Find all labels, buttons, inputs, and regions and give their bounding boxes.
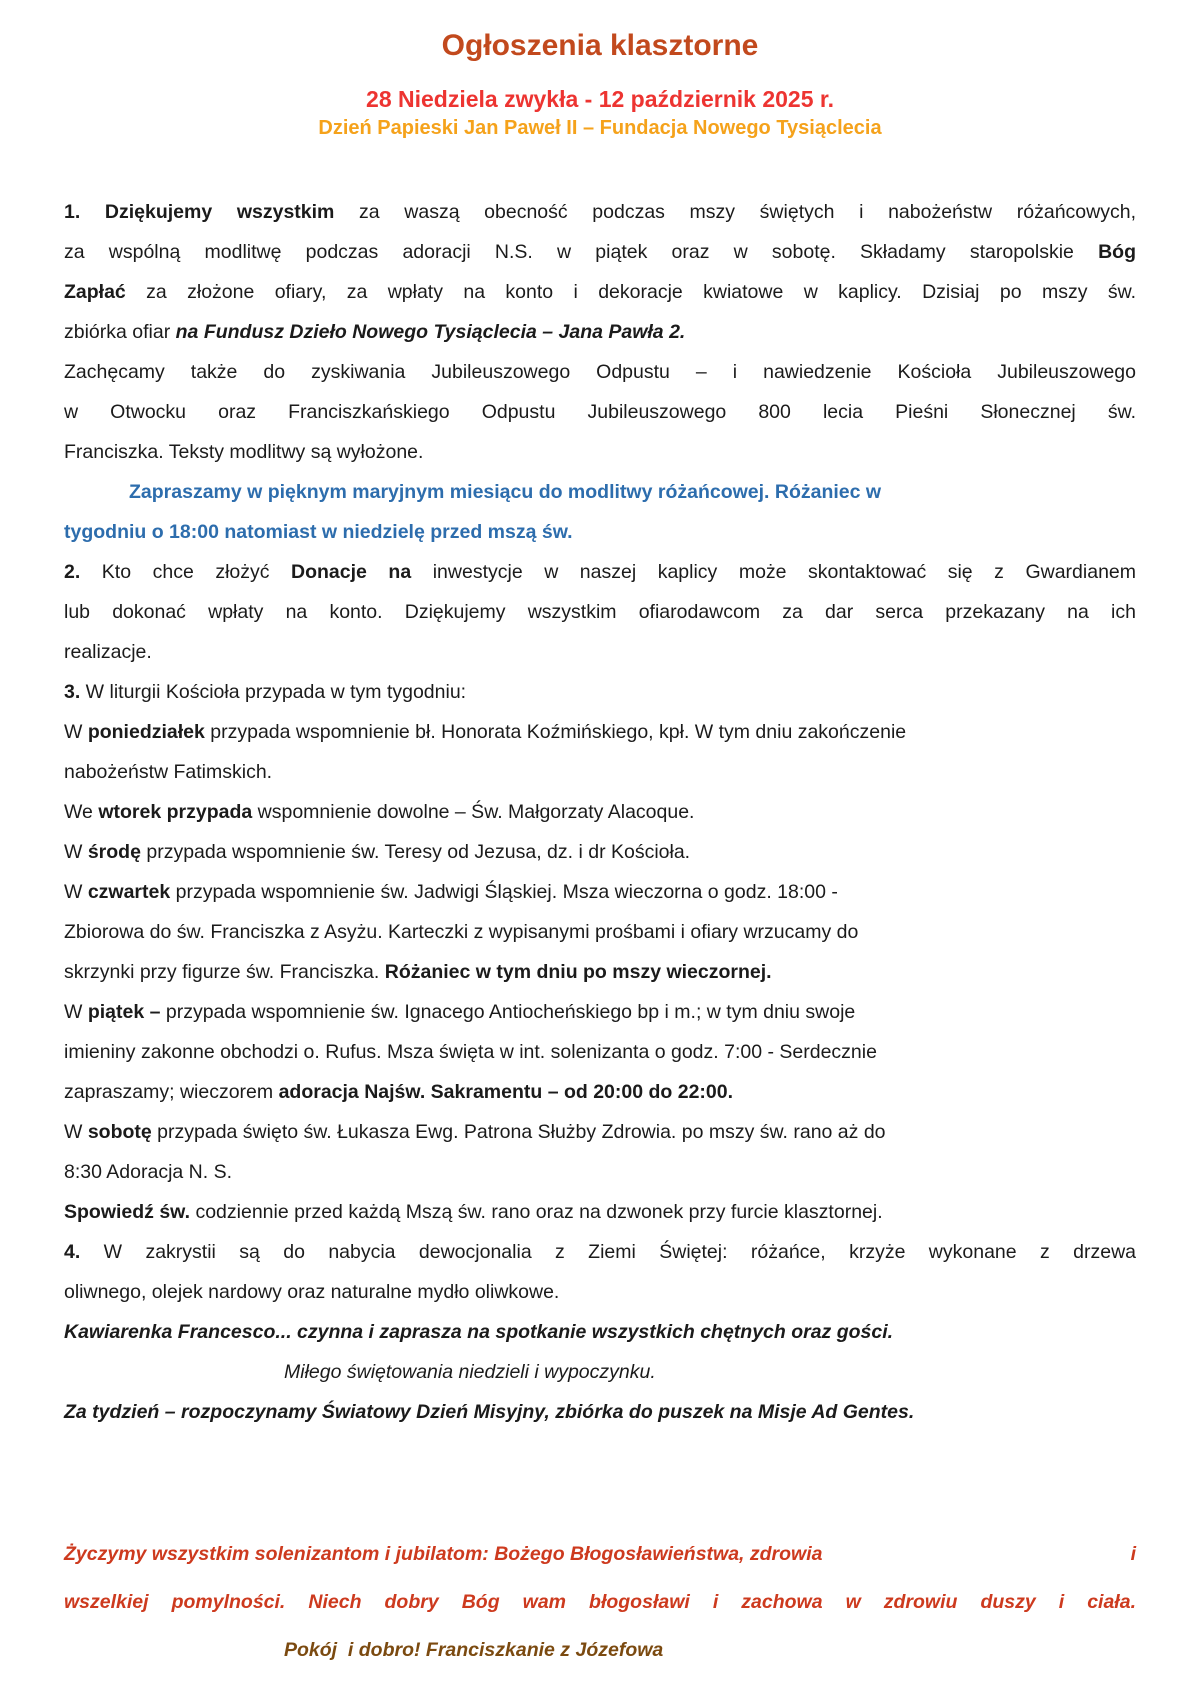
document-body [64, 192, 1136, 1674]
text-run: Zapraszamy w pięknym maryjnym miesiącu do modlitwy różańcowej. Różaniec w [129, 481, 882, 503]
doc-line-22 [64, 1032, 1136, 1072]
doc-line-2 [64, 232, 1136, 272]
text-run: realizacje. [64, 641, 152, 663]
text-run: i [1130, 1543, 1136, 1565]
doc-line-27 [64, 1232, 1136, 1272]
text-run: 1. Dziękujemy wszystkim [64, 201, 360, 223]
doc-line-24 [64, 1112, 1136, 1152]
doc-line-14 [64, 712, 1136, 752]
text-run: wtorek przypada [98, 801, 253, 823]
document-header [64, 28, 1136, 140]
text-run: czwartek [87, 881, 171, 903]
text-run: Kto chce złożyć [80, 561, 292, 583]
text-run: środę [87, 841, 141, 863]
text-run: Miłego świętowania niedzieli i wypoczynku. [284, 1361, 656, 1383]
text-run: 4. [64, 1241, 81, 1263]
text-run: przypada wspomnienie św. Jadwigi Śląskiej. Msza wieczorna o godz. 18:00 - [170, 881, 838, 903]
text-run: inwestycje w naszej kaplicy może skontaktować się z Gwardianem [411, 561, 1137, 583]
text-run: Franciszka. Teksty modlitwy są wyłożone. [64, 441, 424, 463]
doc-line-13 [64, 672, 1136, 712]
text-run: imieniny zakonne obchodzi o. Rufus. Msza święta w int. solenizanta o godz. 7:00 - Serdecznie [64, 1041, 877, 1063]
text-run: We [64, 801, 99, 823]
text-run: przypada wspomnienie św. Teresy od Jezusa, dz. i dr Kościoła. [140, 841, 691, 863]
doc-line-18 [64, 872, 1136, 912]
text-run: na Fundusz Dzieło Nowego Tysiąclecia – Jana Pawła 2. [175, 321, 686, 343]
text-run: przypada wspomnienie bł. Honorata Koźmińskiego, kpł. W tym dniu zakończenie [204, 721, 907, 743]
doc-line-15 [64, 752, 1136, 792]
sunday-date-line: 28 Niedziela zwykła - 12 październik 2025 r. [366, 86, 834, 112]
text-run: skrzynki przy figurze św. Franciszka. [64, 961, 385, 983]
doc-line-12 [64, 632, 1136, 672]
text-run: Spowiedź św. [64, 1201, 191, 1223]
text-run: piątek – [87, 1001, 166, 1023]
wishes-line-2 [64, 1578, 1136, 1626]
doc-line-17 [64, 832, 1136, 872]
doc-line-23 [64, 1072, 1136, 1112]
sunday-greeting-line [64, 1352, 1136, 1392]
text-run: Donacje na [291, 561, 412, 583]
text-run: Pokój i dobro! Franciszkanie z Józefowa [284, 1639, 664, 1661]
text-run: sobotę [87, 1121, 152, 1143]
doc-line-19 [64, 912, 1136, 952]
text-run: 3. [64, 681, 81, 703]
text-run: przypada święto św. Łukasza Ewg. Patrona Służby Zdrowia. po mszy św. rano aż do [151, 1121, 886, 1143]
mission-sunday-line [64, 1392, 1136, 1432]
text-run: W liturgii Kościoła przypada w tym tygodniu: [80, 681, 467, 703]
text-run: W [64, 1001, 88, 1023]
text-run: lub dokonać wpłaty na konto. Dziękujemy wszystkim ofiarodawcom za dar serca przekazany na ich [64, 601, 1136, 623]
text-run: zbiórka ofiar [64, 321, 176, 343]
text-run: wspomnienie dowolne – Św. Małgorzaty Alacoque. [252, 801, 695, 823]
text-run: Zbiorowa do św. Franciszka z Asyżu. Karteczki z wypisanymi prośbami i ofiary wrzucamy do [64, 921, 859, 943]
page-title: Ogłoszenia klasztorne [441, 29, 759, 62]
doc-line-10 [64, 552, 1136, 592]
rosary-invite-line-2 [64, 512, 1136, 552]
text-run: 8:30 Adoracja N. S. [64, 1161, 233, 1183]
cafe-line [64, 1312, 1136, 1352]
text-run: nabożeństw Fatimskich. [64, 761, 273, 783]
text-run: Zapłać [64, 281, 147, 303]
text-run: zapraszamy; wieczorem [64, 1081, 279, 1103]
text-run: przypada wspomnienie św. Ignacego Antiocheńskiego bp i m.; w tym dniu swoje [165, 1001, 856, 1023]
doc-line-3 [64, 272, 1136, 312]
text-run: W [64, 721, 88, 743]
rosary-invite-line-1 [64, 472, 1136, 512]
text-run: W [64, 841, 88, 863]
text-run: adoracja Najśw. Sakramentu – od 20:00 do 22:00. [278, 1081, 734, 1103]
text-run: w Otwocku oraz Franciszkańskiego Odpustu Jubileuszowego 800 lecia Pieśni Słonecznej św. [64, 401, 1136, 423]
text-run: tygodniu o 18:00 natomiast w niedzielę przed mszą św. [64, 521, 573, 543]
text-run: poniedziałek [87, 721, 205, 743]
text-run: Za tydzień – rozpoczynamy Światowy Dzień Misyjny, zbiórka do puszek na Misje Ad Gentes. [64, 1401, 915, 1423]
doc-line-7 [64, 432, 1136, 472]
doc-line-26 [64, 1192, 1136, 1232]
text-run: Kawiarenka Francesco... czynna i zaprasza na spotkanie wszystkich chętnych oraz gości. [64, 1321, 894, 1343]
papal-day-line: Dzień Papieski Jan Paweł II – Fundacja Nowego Tysiąclecia [318, 117, 882, 139]
text-run: Zachęcamy także do zyskiwania Jubileuszowego Odpustu – i nawiedzenie Kościoła Jubileuszowego [64, 361, 1136, 383]
text-run: W [64, 881, 88, 903]
doc-line-25 [64, 1152, 1136, 1192]
text-run: 2. [64, 561, 81, 583]
text-run: Bóg [1098, 241, 1136, 263]
doc-line-20 [64, 952, 1136, 992]
wishes-line-1 [64, 1530, 1136, 1578]
text-run: za złożone ofiary, za wpłaty na konto i dekoracje kwiatowe w kaplicy. Dzisiaj po mszy św. [146, 281, 1136, 303]
signature-line [64, 1626, 1136, 1674]
text-run: Różaniec w tym dniu po mszy wieczornej. [384, 961, 772, 983]
text-run: za wspólną modlitwę podczas adoracji N.S. w piątek oraz w sobotę. Składamy staropolskie [64, 241, 1099, 263]
doc-line-16 [64, 792, 1136, 832]
text-run: W zakrystii są do nabycia dewocjonalia z Ziemi Świętej: różańce, krzyże wykonane z drzewa [80, 1241, 1136, 1263]
doc-line-4 [64, 312, 1136, 352]
text-run: codziennie przed każdą Mszą św. rano oraz na dzwonek przy furcie klasztornej. [190, 1201, 883, 1223]
text-run: W [64, 1121, 88, 1143]
doc-line-6 [64, 392, 1136, 432]
text-run: Życzymy wszystkim solenizantom i jubilatom: Bożego Błogosławieństwa, zdrowia [64, 1543, 823, 1565]
text-run: wszelkiej pomylności. Niech dobry Bóg wam błogosławi i zachowa w zdrowiu duszy i ciała. [64, 1591, 1136, 1613]
doc-line-5 [64, 352, 1136, 392]
doc-line-21 [64, 992, 1136, 1032]
doc-line-28 [64, 1272, 1136, 1312]
doc-line-1 [64, 192, 1136, 232]
doc-line-11 [64, 592, 1136, 632]
text-run: za waszą obecność podczas mszy świętych i nabożeństw różańcowych, [359, 201, 1136, 223]
text-run: oliwnego, olejek nardowy oraz naturalne mydło oliwkowe. [64, 1281, 560, 1303]
